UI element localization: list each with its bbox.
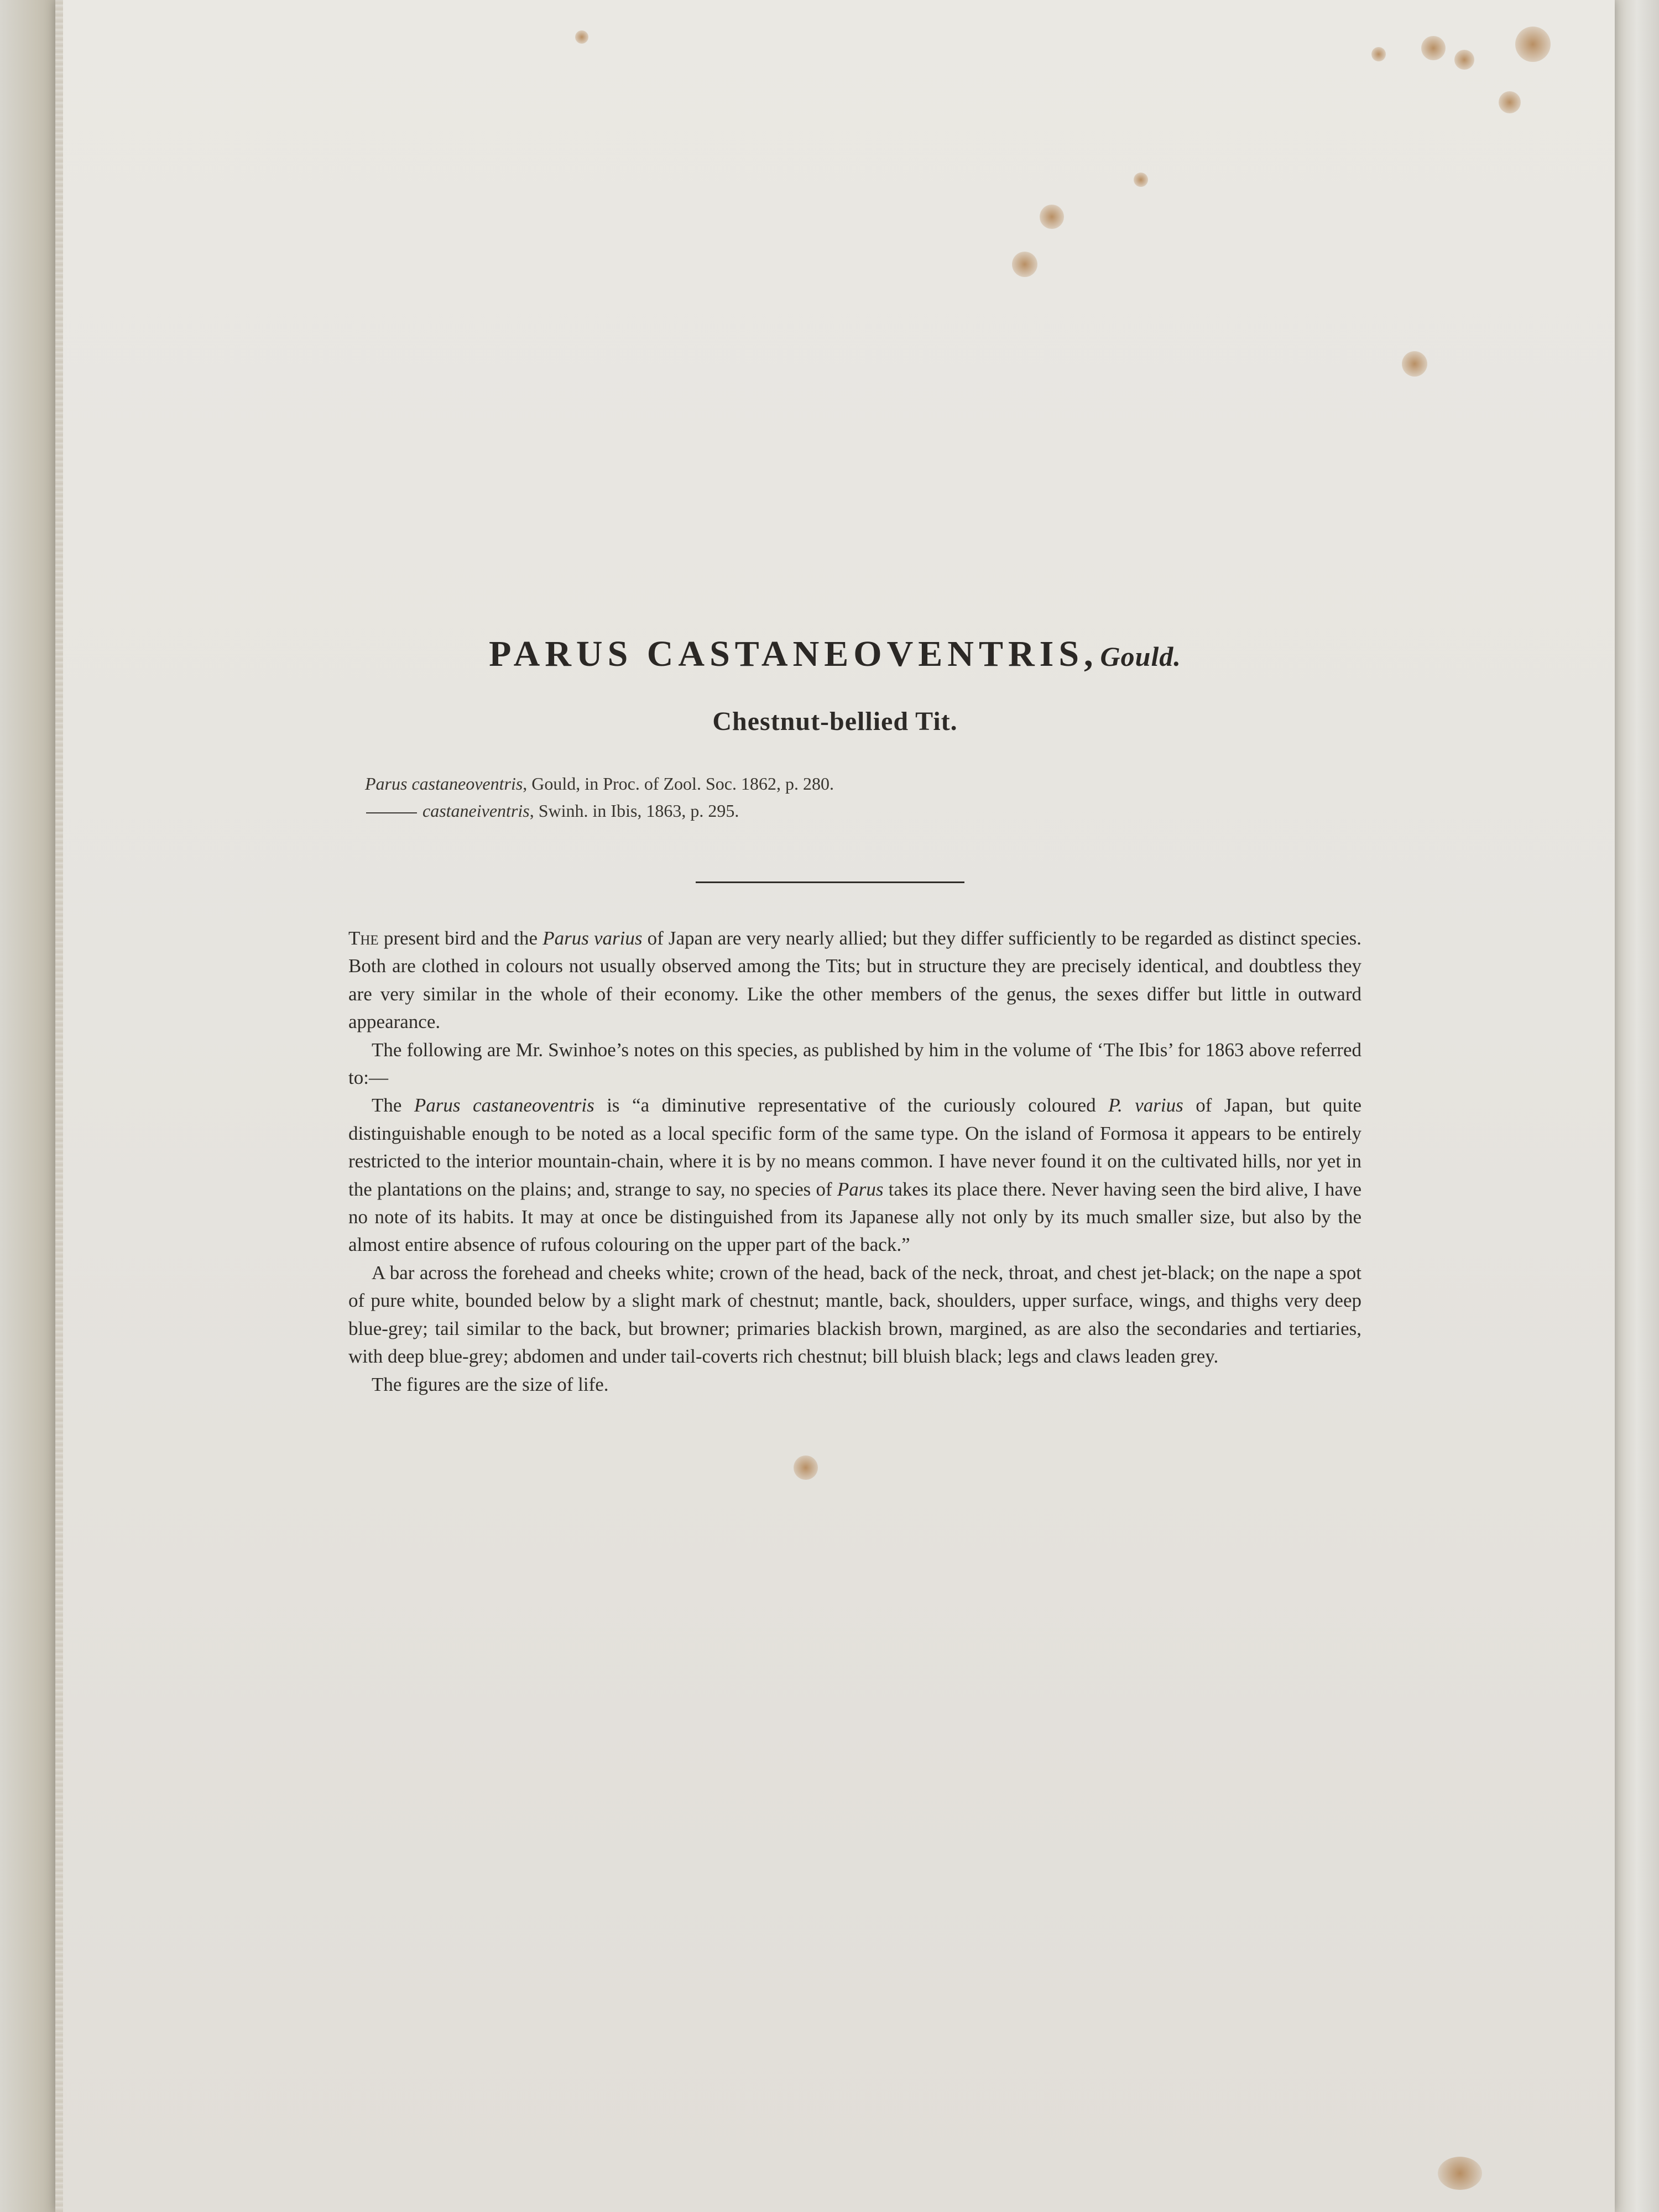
italic-run: Parus castaneoventris	[414, 1094, 594, 1117]
species-author: Gould.	[1100, 641, 1181, 672]
foxing-spot	[1134, 173, 1148, 187]
text-run: The	[372, 1094, 414, 1117]
paragraph	[348, 1371, 1361, 1399]
synonymy	[365, 770, 1139, 825]
italic-run: Parus varius	[542, 927, 643, 949]
book-page	[55, 0, 1615, 2212]
foxing-spot	[1371, 47, 1386, 61]
paragraph	[348, 1092, 1361, 1259]
synonym-name: Parus castaneoventris	[365, 774, 523, 794]
text-run: A bar across the forehead and cheeks white; crown of the head, back of the neck, throat, and chest jet-black; on the nape a spot of pure white, bounded below by a slight mark of chestnut; mantle, back, shoulders, upper surface, wings, and thighs very deep blue-grey; tail similar to the back, but browner; primaries blackish brown, margined, as are also the secondaries and tertiaries, with deep blue-grey; abdomen and under tail-coverts rich chestnut; bill bluish black; legs and claws leaden grey.	[348, 1261, 1361, 1368]
foxing-spot	[1515, 27, 1551, 62]
ditto-dash	[366, 812, 417, 813]
foxing-spot	[1499, 91, 1521, 113]
synonym-line	[365, 797, 1139, 825]
text-run: The figures are the size of life.	[372, 1373, 609, 1395]
foxing-spot	[1040, 205, 1064, 229]
background-right	[1615, 0, 1659, 2212]
foxing-spot	[575, 30, 588, 44]
text-run: of Japan, but quite distinguishable enough to be noted as a local specific form of the same type. On the island of Formosa it appears to be entirely restricted to the interior mountain-chain, where it is by no means common. I have never found it on the cultivated hills, nor yet in the plantations on the plains; and, strange to say, no species of	[348, 1094, 1362, 1200]
foxing-spot	[1454, 50, 1474, 70]
synonym-citation: , Swinh. in Ibis, 1863, p. 295.	[529, 801, 739, 821]
common-name: Chestnut-bellied Tit.	[712, 707, 958, 736]
deckled-page-edge	[55, 0, 63, 2212]
text-run: The following are Mr. Swinhoe’s notes on this species, as published by him in the volume of ‘The Ibis’ for 1863 above referred to:—	[348, 1039, 1361, 1089]
synonym-line	[365, 770, 1139, 797]
text-run: present bird and the	[378, 927, 543, 949]
italic-run: Parus	[837, 1178, 884, 1200]
foxing-spot	[1402, 351, 1427, 377]
text-run: of Japan are very nearly allied; but they differ sufficiently to be regarded as distinct species. Both are clothed in colours not usually observed among the Tits; but in structure they are precisely identical, and doubtless they are very similar in the whole of their economy. Like the other members of the genus, the sexes differ but little in outward appearance.	[348, 927, 1361, 1033]
foxing-spot	[794, 1455, 818, 1480]
text-run: takes its place there. Never having seen the bird alive, I have no note of its habits. It may at once be distinguished from its Japanese ally not only by its much smaller size, but also by the almost entire absence of rufous colouring on the upper part of the back.”	[348, 1178, 1361, 1256]
description-text	[348, 925, 1361, 1399]
italic-run: P. varius	[1108, 1094, 1183, 1117]
synonym-name: castaneiventris	[422, 801, 530, 821]
section-divider	[696, 881, 964, 883]
background-left	[0, 0, 61, 2212]
synonym-citation: , Gould, in Proc. of Zool. Soc. 1862, p. 280.	[523, 774, 834, 794]
drop-word: The	[348, 927, 379, 949]
paragraph	[348, 1259, 1361, 1371]
foxing-spot	[1438, 2157, 1482, 2190]
text-run: is “a diminutive representative of the curiously coloured	[594, 1094, 1109, 1117]
paragraph	[348, 925, 1361, 1036]
paragraph	[348, 1036, 1361, 1092]
foxing-spot	[1012, 252, 1037, 277]
plate-title	[55, 636, 1615, 672]
species-name: PARUS CASTANEOVENTRIS,	[489, 634, 1098, 674]
foxing-spot	[1421, 36, 1446, 60]
